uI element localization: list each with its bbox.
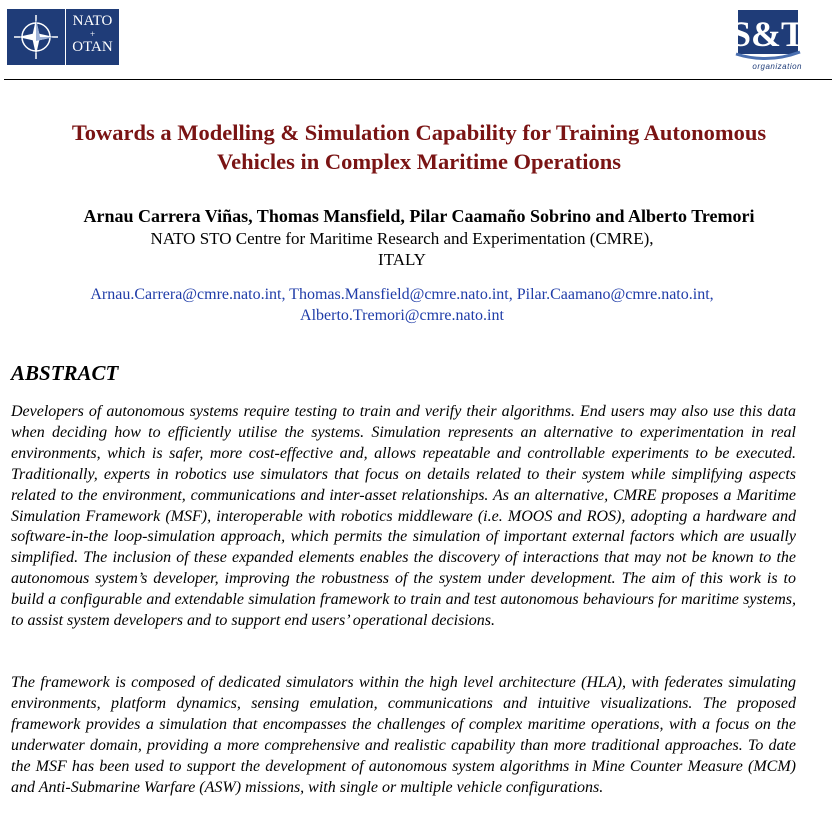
nato-compass-star-icon — [7, 9, 65, 65]
nato-wordmark — [66, 9, 119, 65]
abstract-paragraph-1: Developers of autonomous systems require testing to train and verify their algorithms. End users may also use this data when deciding how to efficiently utilise the systems. Simulation represents an alternative to experimentation in real environments, which is safer, more cost-effective and, allows repeatable and controllable experiments to be executed. Traditionally, experts in robotics use simulators that focus on details related to their system while simplifying aspects related to the environment, communications and inter-asset relationships. As an alternative, CMRE proposes a Maritime Simulation Framework (MSF), interoperable with robotics middleware (i.e. MOOS and ROS), adopting a hardware and software-in-the loop-simulation approach, which permits the simulation of important external factors which are usually simplified. The inclusion of these expanded elements enables the discovery of interactions that may not be known to the autonomous system’s developer, improving the robustness of the system under development. The aim of this work is to build a configurable and extendable simulation framework to train and test autonomous behaviours for maritime systems, to assist system developers and to support end users’ operational decisions. — [11, 403, 796, 630]
email-line-1[interactable]: Arnau.Carrera@cmre.nato.int, Thomas.Mansfield@cmre.nato.int, Pilar.Caamano@cmre.nato.int, — [90, 286, 714, 303]
title-line-1: Towards a Modelling & Simulation Capability for Training Autonomous — [71, 120, 767, 145]
st-logo-mark-icon — [734, 8, 802, 64]
st-logo-mark: S&T — [734, 14, 802, 54]
abstract-heading: ABSTRACT — [11, 361, 119, 385]
abstract-paragraph-2: The framework is composed of dedicated simulators within the high level architecture (HLA), with federates simulating environments, platform dynamics, sensing emulation, communications and intuitive visualizations. The proposed framework provides a simulation that encompasses the challenges of complex maritime operations, with a focus on the underwater domain, providing a more comprehensive and realistic capability than more traditional approaches. To date the MSF has been used to support the development of autonomous system algorithms in Mine Counter Measure (MCM) and Anti-Submarine Warfare (ASW) missions, with single or multiple vehicle configurations. — [11, 674, 796, 796]
author-list: Arnau Carrera Viñas, Thomas Mansfield, Pilar Caamaño Sobrino and Alberto Tremori — [83, 206, 755, 226]
affiliation — [0, 228, 804, 270]
paper-title — [0, 118, 838, 176]
nato-label: NATO — [72, 13, 113, 29]
otan-label: OTAN — [72, 39, 113, 55]
title-line-2: Vehicles in Complex Maritime Operations — [216, 149, 622, 174]
email-line-2[interactable]: Alberto.Tremori@cmre.nato.int — [300, 307, 504, 324]
st-subtitle: organization — [752, 62, 802, 71]
header-divider — [4, 79, 832, 80]
affiliation-line-1: NATO STO Centre for Maritime Research and Experimentation (CMRE), — [150, 229, 654, 248]
page-header — [0, 0, 838, 80]
nato-separator: + — [89, 29, 96, 39]
author-emails[interactable] — [0, 284, 804, 326]
affiliation-country: ITALY — [378, 250, 426, 269]
nato-otan-logo — [7, 9, 119, 65]
